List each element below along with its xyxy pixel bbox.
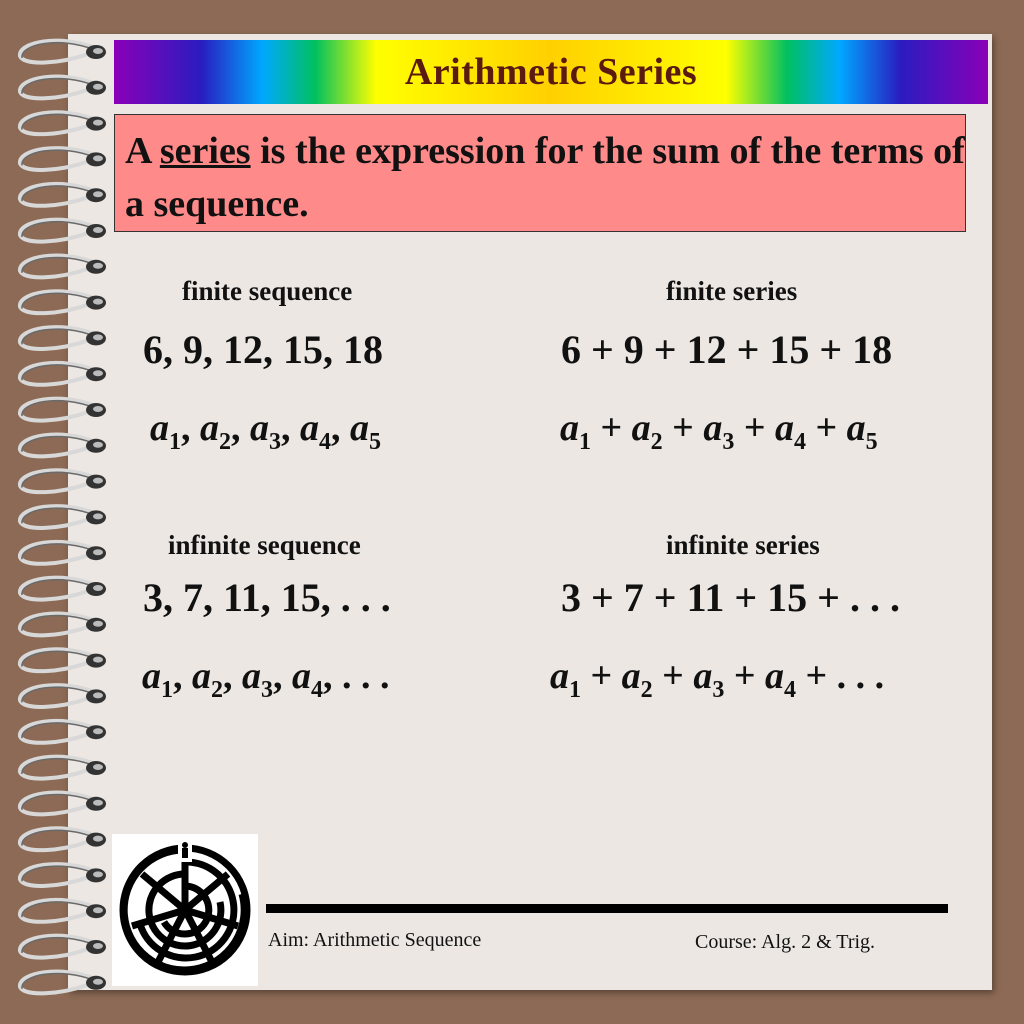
binding-hole-highlight (93, 299, 103, 305)
binding-hole-highlight (93, 155, 103, 161)
binding-hole-highlight (93, 191, 103, 197)
symbol-term: $a_4$ (300, 407, 331, 455)
finite-sequence-label: finite sequence (182, 276, 353, 306)
infinite-series-symbolic (550, 654, 885, 703)
symbol-separator: + (662, 407, 704, 449)
symbol-term: $a_3$ (242, 655, 273, 703)
binding-hole-highlight (93, 120, 103, 126)
binding-ring (20, 685, 95, 707)
infinite-sequence-symbolic (142, 654, 390, 703)
binding-ring (20, 900, 95, 922)
binding-hole-highlight (93, 728, 103, 734)
binding-ring (20, 327, 95, 349)
binding-hole-highlight (93, 621, 103, 627)
binding-hole-highlight (93, 836, 103, 842)
definition-term: series (159, 130, 251, 172)
binding-ring (20, 649, 95, 671)
binding-hole-highlight (93, 263, 103, 269)
symbol-term: $a_1$ (142, 655, 173, 703)
binding-hole-highlight (93, 907, 103, 913)
footer-rule (266, 904, 948, 913)
symbol-term: $a_2$ (192, 655, 223, 703)
binding-ring (20, 542, 95, 564)
binding-ring (20, 41, 95, 63)
binding-ring (20, 864, 95, 886)
finite-sequence-values: 6, 9, 12, 15, 18 (143, 327, 383, 372)
binding-hole-highlight (93, 442, 103, 448)
binding-hole-highlight (93, 943, 103, 949)
binding-ring (20, 757, 95, 779)
finite-series-symbolic (560, 406, 878, 455)
binding-hole-highlight (93, 334, 103, 340)
binding-hole-highlight (93, 513, 103, 519)
definition-box (114, 114, 966, 232)
symbol-separator: , (173, 655, 192, 697)
symbol-separator: + (652, 655, 694, 697)
binding-ring (20, 220, 95, 242)
binding-ring (20, 828, 95, 850)
symbol-term: $a_1$ (560, 407, 591, 455)
symbol-separator: , (273, 655, 292, 697)
symbol-term: $a_2$ (631, 407, 663, 455)
symbol-term: $a_2$ (200, 407, 231, 455)
symbol-term: $a_3$ (250, 407, 281, 455)
binding-ring (20, 971, 95, 993)
symbol-separator: , (281, 407, 300, 449)
footer-aim: Aim: Arithmetic Sequence (268, 929, 482, 951)
symbol-separator: + (724, 655, 765, 697)
definition-prefix: A (125, 130, 160, 172)
symbol-term: $a_4$ (292, 655, 323, 703)
binding-ring (20, 112, 95, 134)
symbol-term: $a_4$ (764, 655, 796, 703)
symbol-separator: , (181, 407, 200, 449)
symbol-term: $a_3$ (703, 407, 735, 455)
symbol-separator: + (805, 407, 847, 449)
binding-ring (20, 792, 95, 814)
finite-series-label: finite series (666, 276, 798, 306)
binding-ring (20, 434, 95, 456)
symbol-separator: + (734, 407, 775, 449)
binding-hole-highlight (93, 585, 103, 591)
infinite-series-label: infinite series (666, 530, 820, 560)
symbol-term: $a_5$ (350, 407, 381, 455)
binding-ring (20, 255, 95, 277)
finite-sequence-symbolic (150, 406, 381, 455)
binding-hole-highlight (93, 478, 103, 484)
binding-ring (20, 148, 95, 170)
binding-ring (20, 363, 95, 385)
binding-hole-highlight (93, 406, 103, 412)
binding-ring (20, 291, 95, 313)
binding-ring (20, 184, 95, 206)
binding-hole-highlight (93, 692, 103, 698)
binding-hole-highlight (93, 48, 103, 54)
symbol-term: $a_3$ (693, 655, 725, 703)
binding-hole-highlight (93, 979, 103, 985)
footer-course: Course: Alg. 2 & Trig. (695, 931, 876, 953)
symbol-term: $a_1$ (550, 655, 581, 703)
symbol-separator: , (331, 407, 350, 449)
symbol-term: $a_2$ (621, 655, 653, 703)
binding-hole-highlight (93, 871, 103, 877)
symbol-separator: , (231, 407, 250, 449)
finite-series-values: 6 + 9 + 12 + 15 + 18 (561, 327, 893, 372)
symbol-separator: + (581, 655, 622, 697)
binding-ring (20, 613, 95, 635)
slide-title: Arithmetic Series (404, 51, 698, 93)
binding-hole-highlight (93, 657, 103, 663)
binding-hole-highlight (93, 800, 103, 806)
symbol-term: $a_5$ (846, 407, 878, 455)
binding-ring (20, 578, 95, 600)
binding-hole-highlight (93, 370, 103, 376)
maze-logo-icon (112, 834, 258, 986)
title-banner (114, 40, 988, 104)
symbol-term: $a_1$ (150, 407, 181, 455)
spiral-binding-icon (0, 0, 120, 1024)
binding-ring (20, 721, 95, 743)
binding-ring (20, 936, 95, 958)
binding-hole-highlight (93, 549, 103, 555)
binding-hole-highlight (93, 227, 103, 233)
binding-ring (20, 76, 95, 98)
symbol-separator: , (223, 655, 242, 697)
binding-ring (20, 470, 95, 492)
symbol-ellipsis: , . . . (323, 655, 390, 697)
symbol-separator: + (591, 407, 632, 449)
definition-suffix: is the expression for the sum of the terms of a sequence. (125, 130, 965, 225)
binding-hole-highlight (93, 84, 103, 90)
binding-hole-highlight (93, 764, 103, 770)
infinite-series-values: 3 + 7 + 11 + 15 + . . . (561, 575, 900, 620)
binding-ring (20, 399, 95, 421)
infinite-sequence-values: 3, 7, 11, 15, . . . (143, 575, 391, 620)
symbol-term: $a_4$ (774, 407, 806, 455)
binding-ring (20, 506, 95, 528)
symbol-ellipsis: + . . . (795, 655, 885, 697)
infinite-sequence-label: infinite sequence (168, 530, 361, 560)
